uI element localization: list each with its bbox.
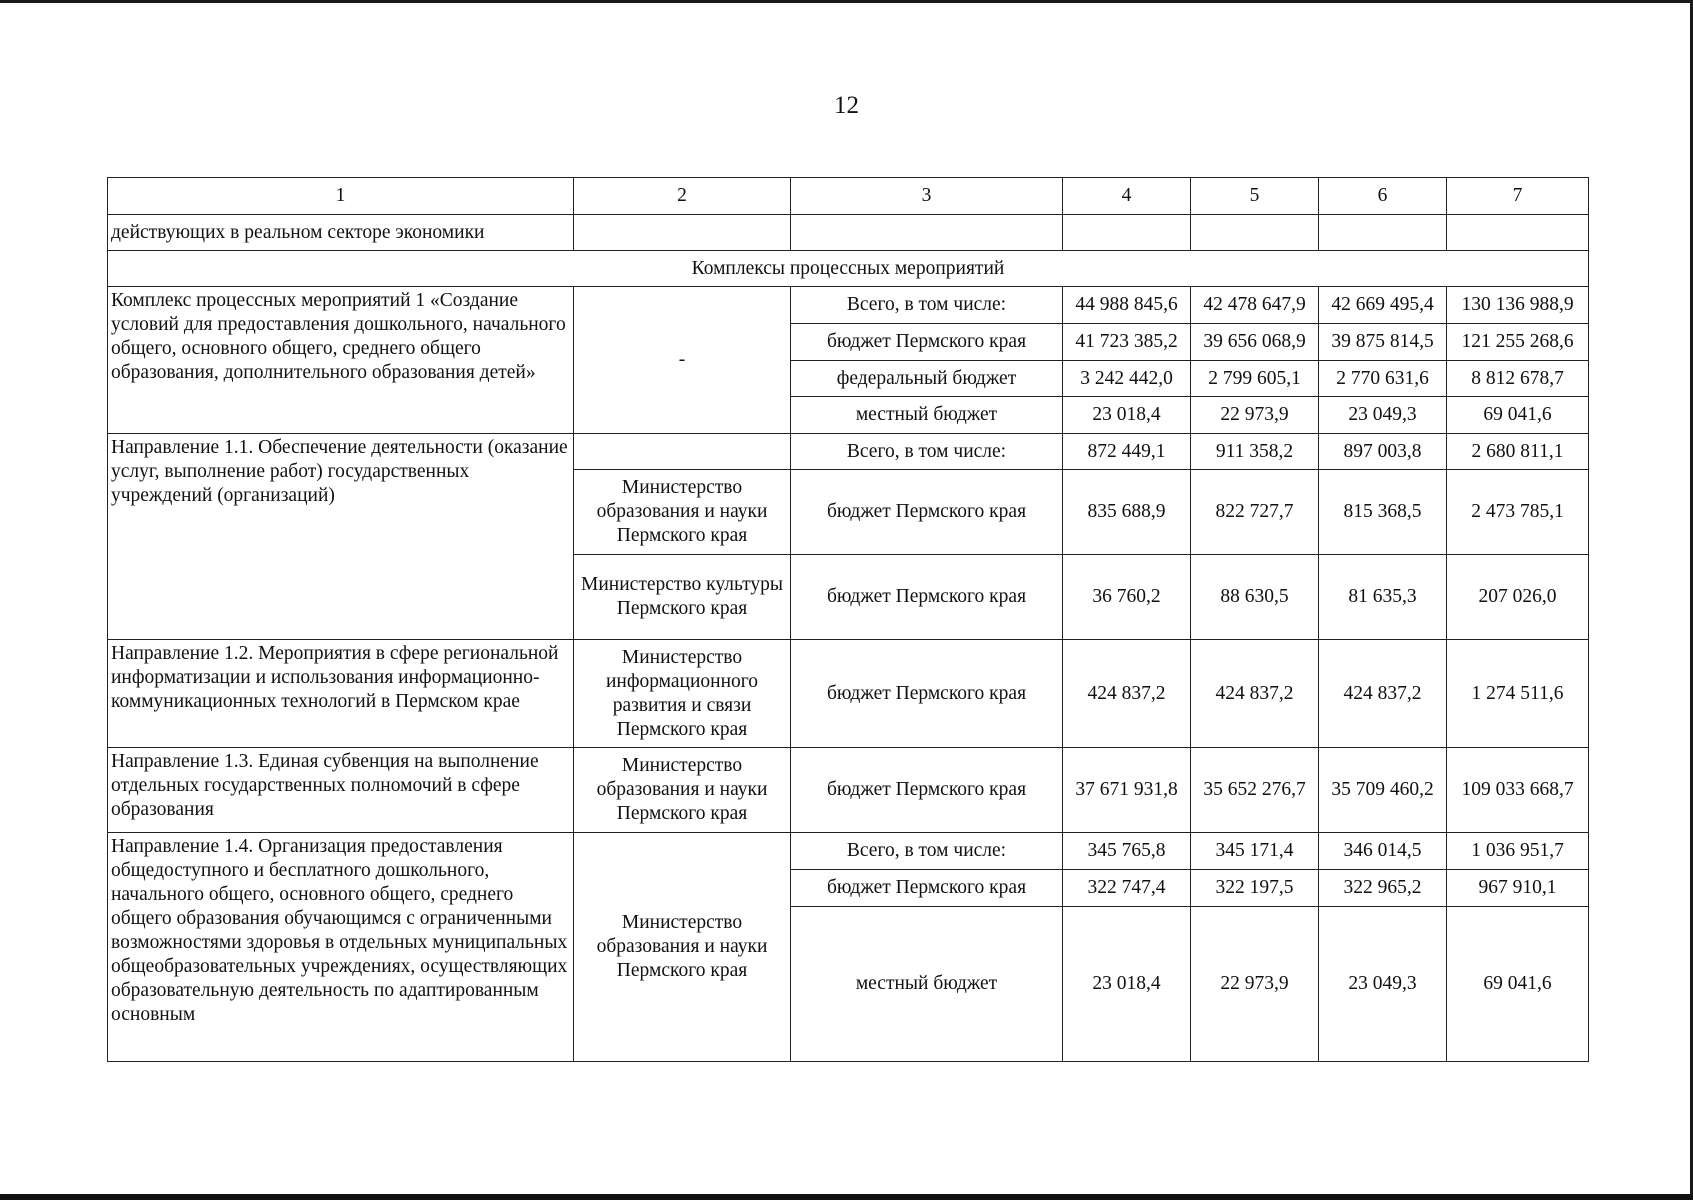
table-row bbox=[108, 287, 1589, 324]
value-cell: 835 688,9 bbox=[1063, 470, 1191, 555]
value-cell: 345 765,8 bbox=[1063, 833, 1191, 870]
value-cell: 39 875 814,5 bbox=[1319, 324, 1447, 361]
value-cell: 1 274 511,6 bbox=[1447, 640, 1589, 748]
dir13-executor: Министерство образования и науки Пермского края bbox=[574, 748, 791, 833]
budget-label: бюджет Пермского края bbox=[791, 470, 1063, 555]
value-cell: 42 478 647,9 bbox=[1191, 287, 1319, 324]
value-cell: 22 973,9 bbox=[1191, 397, 1319, 434]
value-cell: 2 799 605,1 bbox=[1191, 361, 1319, 397]
section-title: Комплексы процессных мероприятий bbox=[108, 251, 1589, 287]
budget-label: местный бюджет bbox=[791, 397, 1063, 434]
budget-label: Всего, в том числе: bbox=[791, 833, 1063, 870]
header-cell: 6 bbox=[1319, 178, 1447, 215]
value-cell: 424 837,2 bbox=[1319, 640, 1447, 748]
value-cell: 39 656 068,9 bbox=[1191, 324, 1319, 361]
dir12-executor: Министерство информационного развития и связи Пермского края bbox=[574, 640, 791, 748]
empty-cell bbox=[1063, 215, 1191, 251]
table-row bbox=[108, 640, 1589, 748]
budget-label: бюджет Пермского края bbox=[791, 640, 1063, 748]
header-cell: 4 bbox=[1063, 178, 1191, 215]
budget-label: Всего, в том числе: bbox=[791, 434, 1063, 470]
value-cell: 822 727,7 bbox=[1191, 470, 1319, 555]
value-cell: 2 680 811,1 bbox=[1447, 434, 1589, 470]
header-cell: 3 bbox=[791, 178, 1063, 215]
dir11-executor-culture: Министерство культуры Пермского края bbox=[574, 555, 791, 640]
dir13-title: Направление 1.3. Единая субвенция на выполнение отдельных государственных полномочий в сфере образования bbox=[108, 748, 574, 833]
scan-border-top bbox=[0, 0, 1693, 3]
complex1-title: Комплекс процессных мероприятий 1 «Создание условий для предоставления дошкольного, начального общего, основного общего, среднего общего образования, дополнительного образования детей» bbox=[108, 287, 574, 434]
value-cell: 1 036 951,7 bbox=[1447, 833, 1589, 870]
value-cell: 42 669 495,4 bbox=[1319, 287, 1447, 324]
budget-label: Всего, в том числе: bbox=[791, 287, 1063, 324]
table-row bbox=[108, 748, 1589, 833]
value-cell: 967 910,1 bbox=[1447, 870, 1589, 907]
value-cell: 44 988 845,6 bbox=[1063, 287, 1191, 324]
value-cell: 121 255 268,6 bbox=[1447, 324, 1589, 361]
value-cell: 69 041,6 bbox=[1447, 907, 1589, 1062]
dir11-title: Направление 1.1. Обеспечение деятельности (оказание услуг, выполнение работ) государственных учреждений (организаций) bbox=[108, 434, 574, 640]
value-cell: 424 837,2 bbox=[1063, 640, 1191, 748]
table-row bbox=[108, 434, 1589, 470]
value-cell: 2 473 785,1 bbox=[1447, 470, 1589, 555]
value-cell: 23 049,3 bbox=[1319, 397, 1447, 434]
section-row bbox=[108, 251, 1589, 287]
dir12-title: Направление 1.2. Мероприятия в сфере региональной информатизации и использования информационно-коммуникационных технологий в Пермском крае bbox=[108, 640, 574, 748]
value-cell: 322 197,5 bbox=[1191, 870, 1319, 907]
value-cell: 23 018,4 bbox=[1063, 397, 1191, 434]
header-cell: 1 bbox=[108, 178, 574, 215]
value-cell: 346 014,5 bbox=[1319, 833, 1447, 870]
scan-border-bottom bbox=[0, 1194, 1693, 1200]
value-cell: 322 747,4 bbox=[1063, 870, 1191, 907]
value-cell: 345 171,4 bbox=[1191, 833, 1319, 870]
header-cell: 2 bbox=[574, 178, 791, 215]
empty-cell bbox=[1319, 215, 1447, 251]
value-cell: 37 671 931,8 bbox=[1063, 748, 1191, 833]
continuation-row bbox=[108, 215, 1589, 251]
page-number: 12 bbox=[834, 92, 859, 119]
empty-cell bbox=[791, 215, 1063, 251]
value-cell: 35 652 276,7 bbox=[1191, 748, 1319, 833]
budget-label: местный бюджет bbox=[791, 907, 1063, 1062]
financing-table bbox=[107, 177, 1589, 1062]
value-cell: 911 358,2 bbox=[1191, 434, 1319, 470]
empty-cell bbox=[574, 215, 791, 251]
budget-label: бюджет Пермского края bbox=[791, 555, 1063, 640]
value-cell: 69 041,6 bbox=[1447, 397, 1589, 434]
value-cell: 23 049,3 bbox=[1319, 907, 1447, 1062]
header-row bbox=[108, 178, 1589, 215]
value-cell: 8 812 678,7 bbox=[1447, 361, 1589, 397]
value-cell: 3 242 442,0 bbox=[1063, 361, 1191, 397]
value-cell: 109 033 668,7 bbox=[1447, 748, 1589, 833]
value-cell: 41 723 385,2 bbox=[1063, 324, 1191, 361]
dir14-title: Направление 1.4. Организация предоставления общедоступного и бесплатного дошкольного, начального общего, основного общего, среднего общего образования обучающимся с ограниченными возможностями здоровья в отдельных муниципальных общеобразовательных учреждениях, осуществляющих образовательную деятельность по адаптированным основным bbox=[108, 833, 574, 1062]
table-row bbox=[108, 833, 1589, 870]
value-cell: 22 973,9 bbox=[1191, 907, 1319, 1062]
budget-label: бюджет Пермского края bbox=[791, 748, 1063, 833]
value-cell: 2 770 631,6 bbox=[1319, 361, 1447, 397]
value-cell: 81 635,3 bbox=[1319, 555, 1447, 640]
budget-label: бюджет Пермского края bbox=[791, 324, 1063, 361]
value-cell: 35 709 460,2 bbox=[1319, 748, 1447, 833]
value-cell: 36 760,2 bbox=[1063, 555, 1191, 640]
header-cell: 7 bbox=[1447, 178, 1589, 215]
value-cell: 322 965,2 bbox=[1319, 870, 1447, 907]
empty-cell bbox=[1447, 215, 1589, 251]
value-cell: 207 026,0 bbox=[1447, 555, 1589, 640]
value-cell: 897 003,8 bbox=[1319, 434, 1447, 470]
value-cell: 23 018,4 bbox=[1063, 907, 1191, 1062]
empty-cell bbox=[1191, 215, 1319, 251]
dir11-executor-education: Министерство образования и науки Пермского края bbox=[574, 470, 791, 555]
complex1-executor: - bbox=[574, 287, 791, 434]
empty-cell bbox=[574, 434, 791, 470]
header-cell: 5 bbox=[1191, 178, 1319, 215]
value-cell: 872 449,1 bbox=[1063, 434, 1191, 470]
value-cell: 815 368,5 bbox=[1319, 470, 1447, 555]
dir14-executor: Министерство образования и науки Пермского края bbox=[574, 833, 791, 1062]
value-cell: 424 837,2 bbox=[1191, 640, 1319, 748]
budget-label: федеральный бюджет bbox=[791, 361, 1063, 397]
continuation-text: действующих в реальном секторе экономики bbox=[108, 215, 574, 251]
value-cell: 130 136 988,9 bbox=[1447, 287, 1589, 324]
budget-label: бюджет Пермского края bbox=[791, 870, 1063, 907]
value-cell: 88 630,5 bbox=[1191, 555, 1319, 640]
